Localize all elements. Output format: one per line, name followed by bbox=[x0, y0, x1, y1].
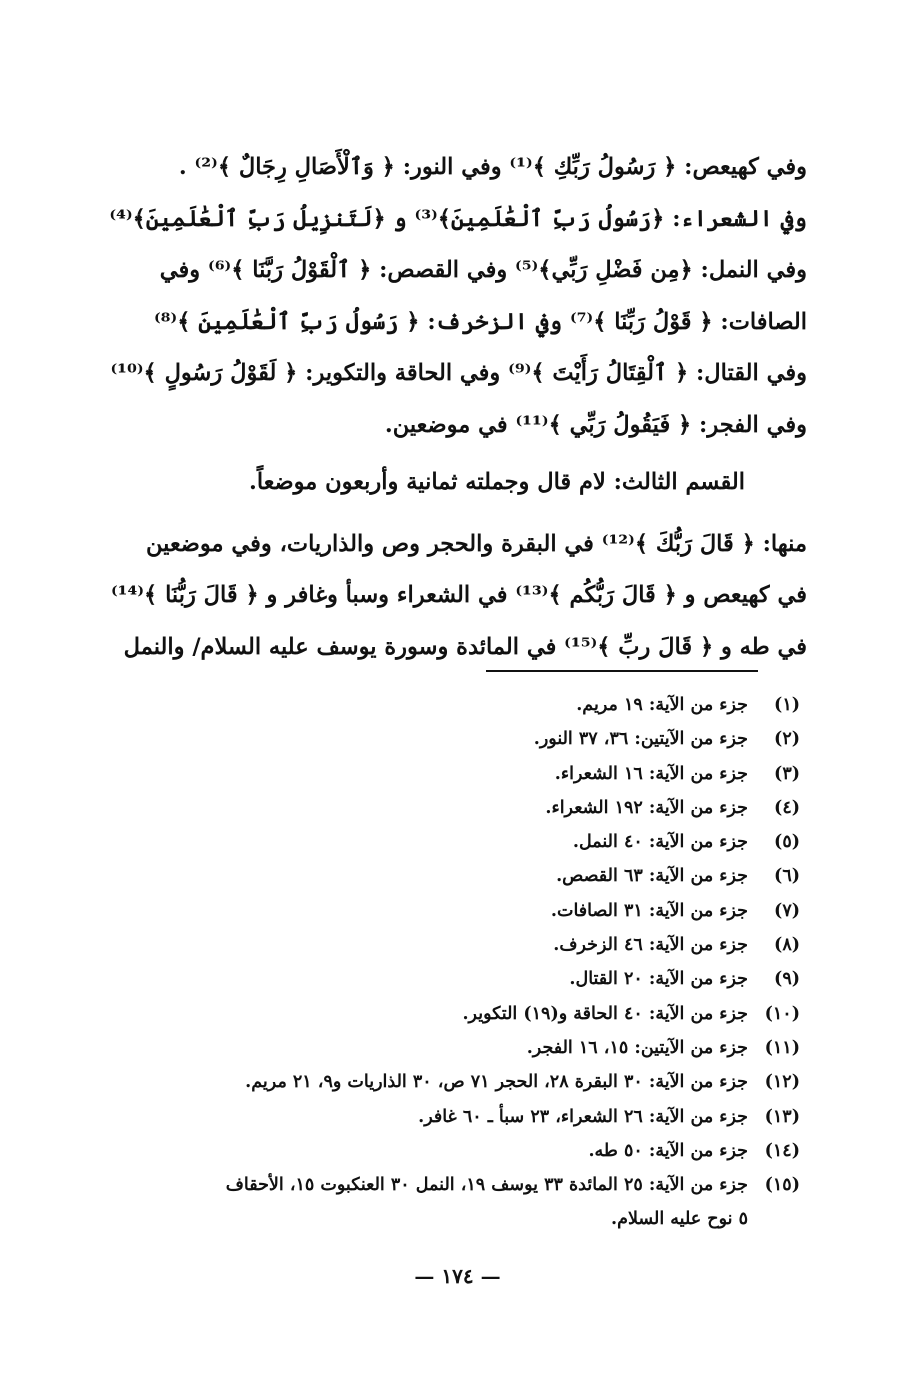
section-heading-label: القسم الثالث bbox=[621, 469, 745, 495]
section-heading bbox=[107, 457, 807, 509]
text-line: في كهيعص و ﴿ قَالَ رَبُّكُم ﴾⁽¹³⁾ في الشعراء وسبأ وغافر و ﴿ قَالَ رَبُّنَا ﴾⁽¹⁴⁾ bbox=[110, 582, 807, 608]
footnotes bbox=[100, 688, 800, 1237]
footnote-text: جزء من الآية: ٤٠ الحاقة و(١٩) التكوير. bbox=[462, 1003, 748, 1024]
footnote bbox=[100, 1168, 800, 1202]
footnote-text: جزء من الآية: ١٩٢ الشعراء. bbox=[545, 797, 748, 818]
footnote-number: (١١) bbox=[764, 1037, 800, 1058]
footnote-number: (٥) bbox=[774, 832, 800, 853]
text-line: في طه و ﴿ قَالَ ربِّ ﴾⁽¹⁵⁾ في المائدة وسورة يوسف عليه السلام/ والنمل bbox=[123, 633, 807, 660]
footnote bbox=[100, 757, 800, 791]
footnote-number: (١٠) bbox=[764, 1003, 800, 1024]
footnote-text: جزء من الآية: ٤٠ النمل. bbox=[572, 832, 748, 853]
text-line: وفي القتال: ﴿ ٱلْقِتَالُ رَأَيْتَ ﴾⁽⁹⁾ وفي الحاقة والتكوير: ﴿ لَقَوْلُ رَسُولٍ ﴾⁽¹⁰⁾ bbox=[110, 360, 807, 386]
footnote-text: جزء من الآية: ٦٣ القصص. bbox=[556, 866, 748, 887]
footnote-text: جزء من الآية: ٣١ الصافات. bbox=[550, 900, 748, 921]
section-heading-text: : لام قال وجملته ثمانية وأربعون موضعاً. bbox=[249, 469, 622, 495]
footnote-text: جزء من الآية: ٣٠ البقرة ٢٨، الحجر ٧١ ص، ٣٠ الذاريات و٩، ٢١ مريم. bbox=[245, 1072, 748, 1093]
footnote-number: (١) bbox=[774, 695, 800, 715]
footnote bbox=[100, 722, 800, 756]
footnote bbox=[100, 688, 800, 722]
footnote-text: جزء من الآية: ١٦ الشعراء. bbox=[554, 763, 748, 784]
footnote bbox=[100, 825, 800, 859]
footnote bbox=[100, 928, 800, 962]
footnote-number: (٩) bbox=[774, 969, 800, 990]
footnote-text: جزء من الآية: ٢٠ القتال. bbox=[569, 969, 748, 990]
footnote-text: جزء من الآية: ٢٦ الشعراء، ٢٣ سبأ ـ ٦٠ غافر. bbox=[418, 1106, 748, 1127]
footnote-number: (٨) bbox=[774, 935, 800, 956]
page-number: — ١٧٤ — bbox=[414, 1264, 501, 1288]
text-line: وفي النمل: ﴿مِن فَضْلِ رَبِّي﴾⁽⁵⁾ وفي القصص: ﴿ ٱلْقَوْلُ رَبَّنَا ﴾⁽⁶⁾ وفي bbox=[159, 257, 807, 283]
footnote-number: (١٥) bbox=[764, 1175, 800, 1196]
footnote-number: (٧) bbox=[774, 900, 800, 921]
footnote bbox=[100, 997, 800, 1031]
text-line: وفي كهيعص: ﴿ رَسُولُ رَبِّكِ ﴾⁽¹⁾ وفي النور: ﴿ وَٱلْأَصَالِ رِجَالٌ ﴾⁽²⁾ . bbox=[178, 154, 807, 180]
footnote bbox=[100, 791, 800, 825]
footnote bbox=[100, 1031, 800, 1065]
footnote-text: جزء من الآية: ٤٦ الزخرف. bbox=[553, 935, 748, 956]
footnote-text: جزء من الآيتين: ١٥، ١٦ الفجر. bbox=[526, 1037, 748, 1058]
footnote-separator bbox=[486, 670, 758, 672]
footnote-number: (٣) bbox=[774, 763, 800, 784]
footnote-number: (٢) bbox=[774, 729, 800, 750]
footnote-number: (٦) bbox=[774, 866, 800, 887]
footnote-number: (١٣) bbox=[764, 1106, 800, 1127]
footnote-text: جزء من الآية: ٥٠ طه. bbox=[588, 1140, 748, 1161]
text-line: الصافات: ﴿ قَوْلُ رَبِّنَا ﴾⁽⁷⁾ وفي الزخرف: ﴿ رَسُولُ رَبِّ ٱلْعَٰلَمِينَ ﴾⁽⁸⁾ bbox=[153, 308, 807, 335]
main-text bbox=[107, 142, 807, 673]
footnote bbox=[100, 1065, 800, 1099]
footnote-number: (١٢) bbox=[764, 1072, 800, 1093]
footnote bbox=[100, 859, 800, 893]
footnote bbox=[100, 1134, 800, 1168]
text-line: منها: ﴿ قَالَ رَبُّكَ ﴾⁽¹²⁾ في البقرة والحجر وص والذاريات، وفي موضعين bbox=[146, 530, 807, 557]
text-line: وفي الفجر: ﴿ فَيَقُولُ رَبِّي ﴾⁽¹¹⁾ في موضعين. bbox=[384, 411, 807, 438]
footnote-continuation: ٥ نوح عليه السلام. bbox=[611, 1209, 748, 1230]
footnote-text: جزء من الآية: ٢٥ المائدة ٣٣ يوسف ١٩، النمل ٣٠ العنكبوت ١٥، الأحقاف bbox=[225, 1175, 748, 1196]
footnote bbox=[100, 1100, 800, 1134]
text-line: وفي الشعراء: ﴿رَسُولُ رَبِّ ٱلْعَٰلَمِينَ﴾⁽³⁾ و ﴿لَتَنزِيلُ رَبِّ ٱلْعَٰلَمِينَ﴾⁽⁴⁾ bbox=[109, 205, 807, 232]
footnote-number: (٤) bbox=[774, 797, 800, 818]
footnote-number: (١٤) bbox=[764, 1140, 800, 1161]
footnote bbox=[100, 894, 800, 928]
footnote-text: جزء من الآية: ١٩ مريم. bbox=[576, 695, 748, 715]
footnote bbox=[100, 962, 800, 996]
footnote-text: جزء من الآيتين: ٣٦، ٣٧ النور. bbox=[533, 729, 748, 750]
